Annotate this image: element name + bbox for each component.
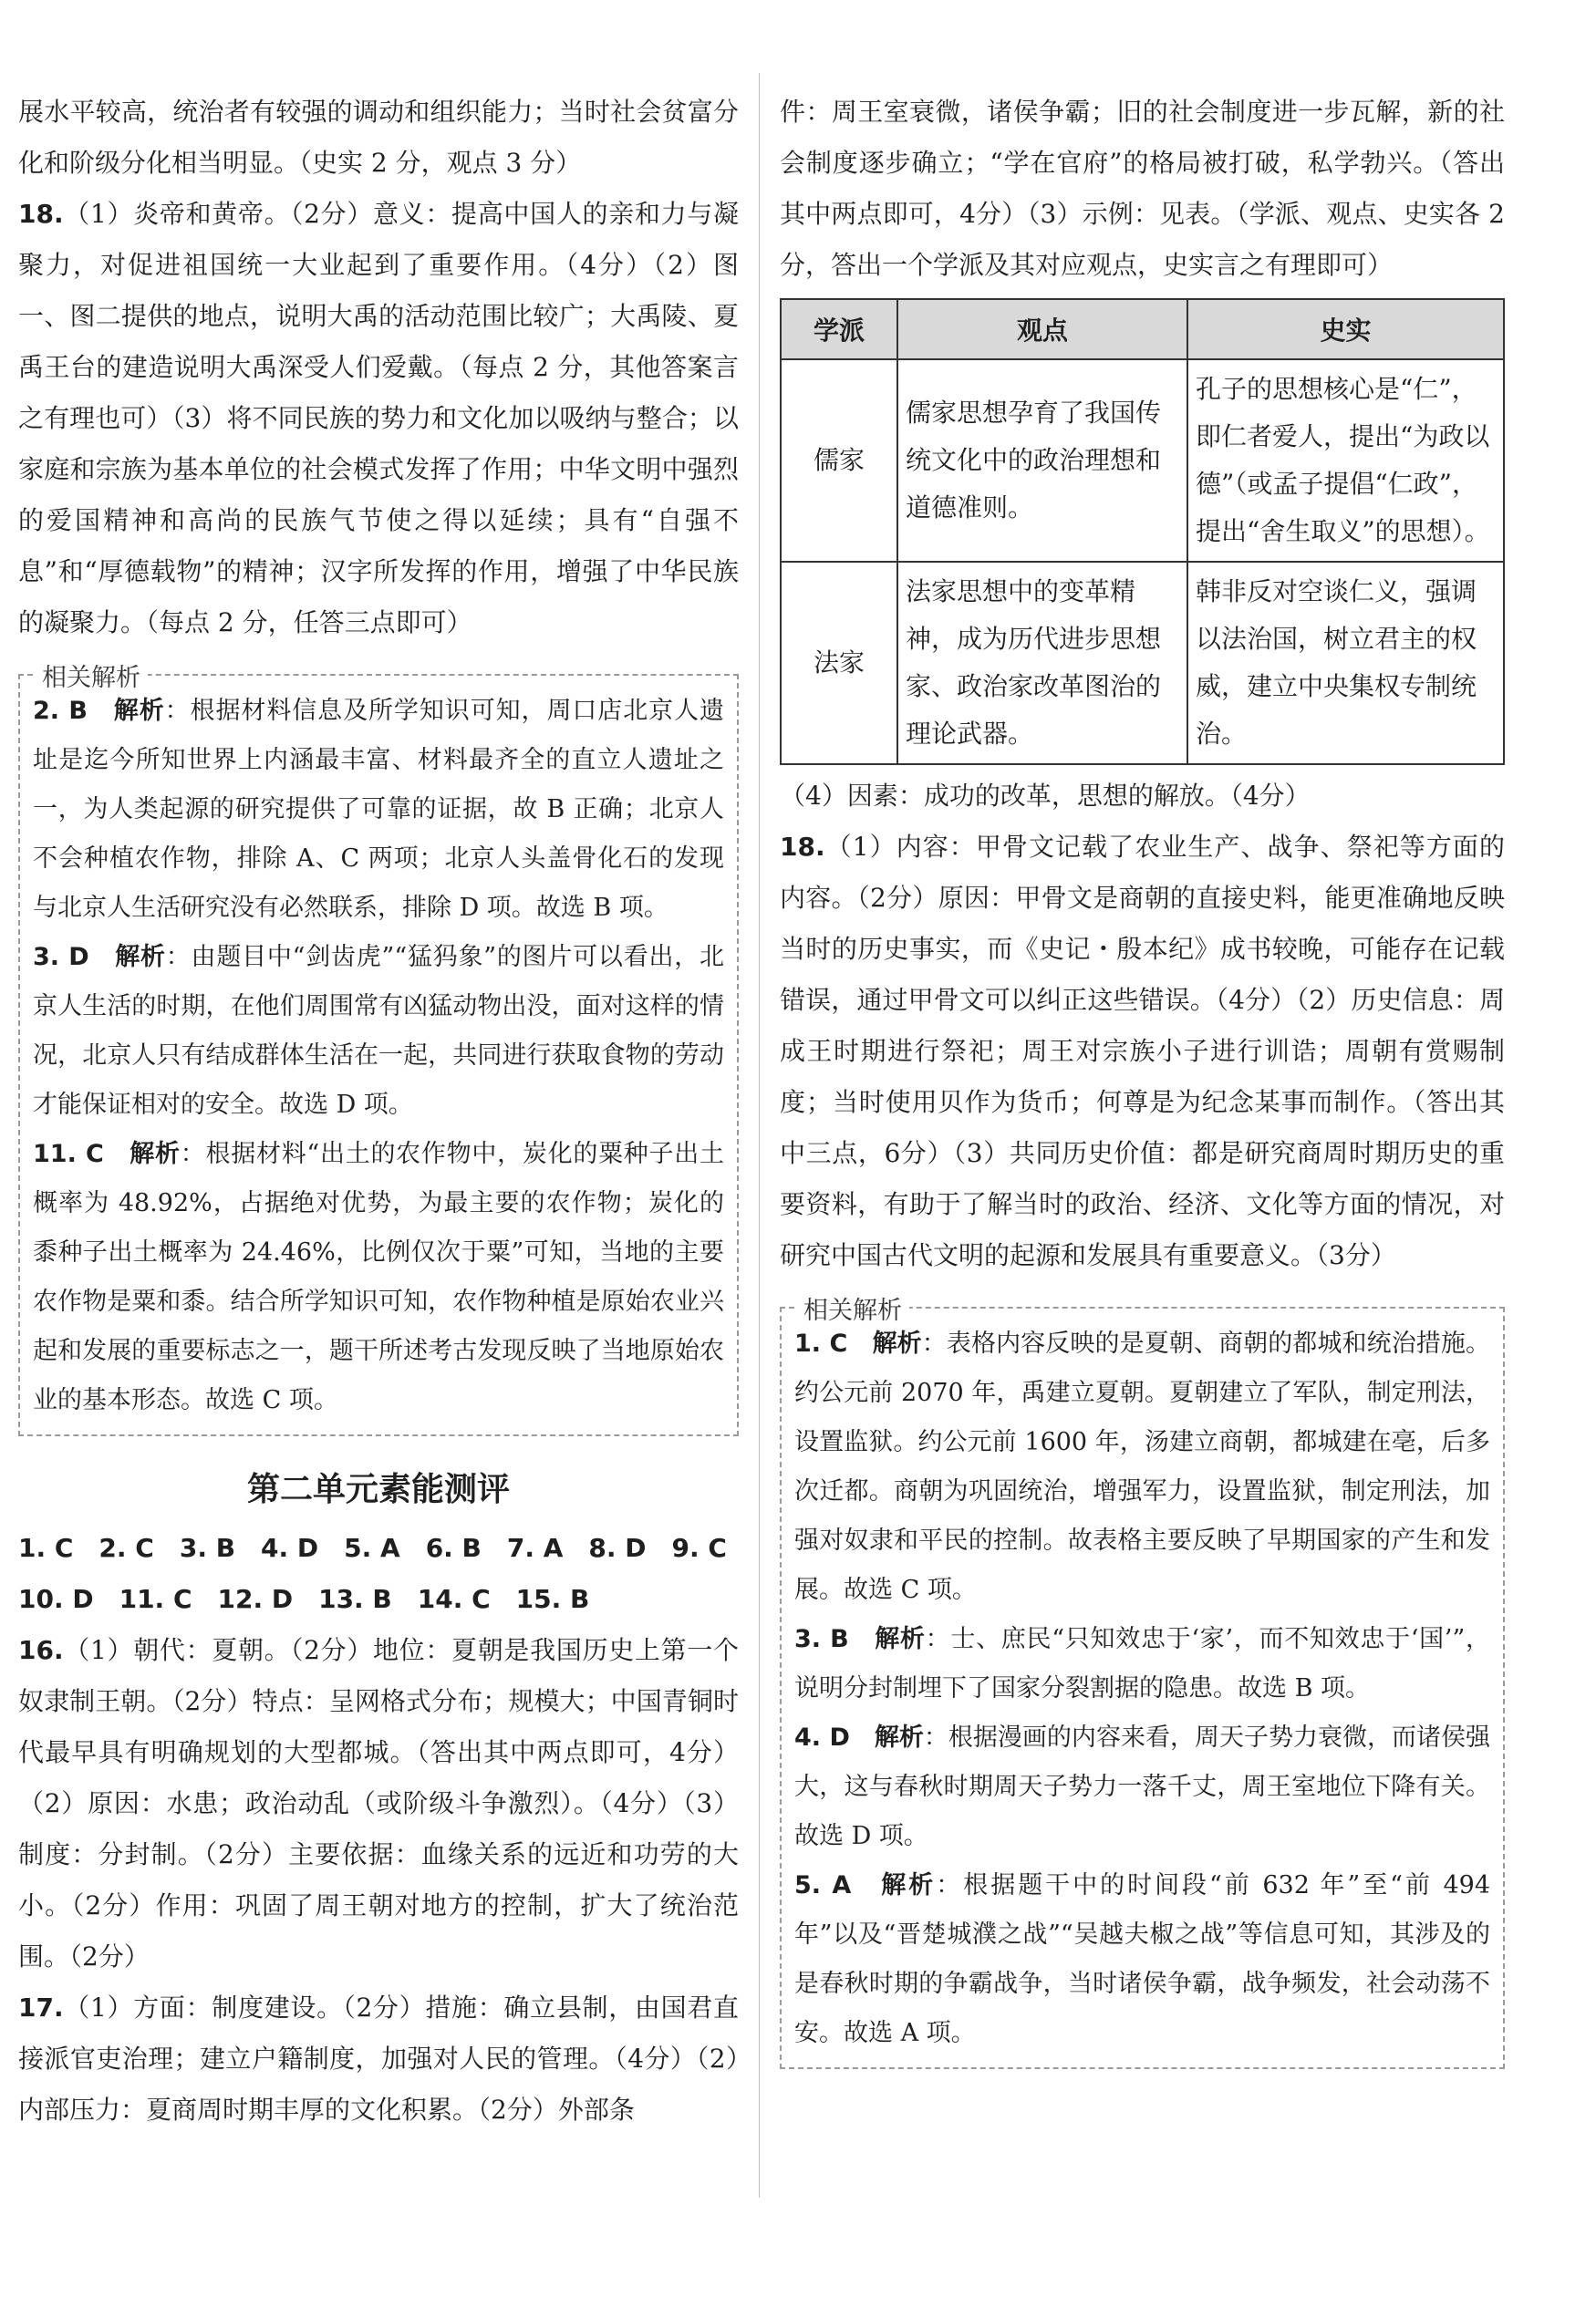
continued-answer: 件：周王室衰微，诸侯争霸；旧的社会制度进一步瓦解，新的社会制度逐步确立；“学在官府”的格局被打破，私学勃兴。（答出其中两点即可，4分）（3）示例：见表。（学派、观点、史实各 2 分，答出一个学派及其对应观点，史实言之有理即可） (780, 97, 1505, 280)
item-number: 11. C (33, 1140, 104, 1168)
answer-text: （1）炎帝和黄帝。（2分）意义：提高中国人的亲和力与凝聚力，对促进祖国统一大业起到了重要作用。（4分）（2）图一、图二提供的地点，说明大禹的活动范围比较广；大禹陵、夏禹王台的建造说明大禹深受人们爱戴。（每点 2 分，其他答案言之有理也可）（3）将不同民族的势力和文化加以吸纳与整合；以家庭和宗族为基本单位的社会模式发挥了作用；中华文明中强烈的爱国精神和高尚的民族气节使之得以延续；具有“自强不息”和“厚德载物”的精神；汉字所发挥的作用，增强了中华民族的凝聚力。（每点 2 分，任答三点即可） (18, 199, 739, 637)
item-text: ：根据材料信息及所学知识可知，周口店北京人遗址是迄今所知世界上内涵最丰富、材料最齐全的直立人遗址之一，为人类起源的研究提供了可靠的证据，故 B 正确；北京人不会种植农作物，排除 A、C 两项；北京人头盖骨化石的发现与北京人生活研究没有必然联系，排除 D 项。故选 B 项。 (33, 697, 724, 922)
answer-text: （1）朝代：夏朝。（2分）地位：夏朝是我国历史上第一个奴隶制王朝。（2分）特点：呈网格式分布；规模大；中国青铜时代最早具有明确规划的大型都城。（答出其中两点即可，4分）（2）原因：水患；政治动乱（或阶级斗争激烈）。（4分）（3）制度：分封制。（2分）主要依据：血缘关系的远近和功劳的大小。（2分）作用：巩固了周王朝对地方的控制，扩大了统治范围。（2分） (18, 1635, 739, 1972)
answer-16 (18, 1625, 739, 1982)
item-label: 解析 (874, 1724, 924, 1752)
analysis-box (18, 664, 739, 1436)
item-text: ：根据材料“出土的农作物中，炭化的粟种子出土概率为 48.92%，占据绝对优势，为最主要的农作物；炭化的黍种子出土概率为 24.46%，比例仅次于粟”可知，当地的主要农作物是粟和黍。结合所学知识可知，农作物种植是原始农业兴起和发展的重要标志之一，题干所述考古发现反映了当地原始农业的基本形态。故选 C 项。 (33, 1140, 725, 1414)
analysis-box-title: 相关解析 (35, 657, 148, 693)
table-cell-view: 儒家思想孕育了我国传统文化中的政治理想和道德准则。 (897, 359, 1187, 562)
analysis-item (794, 1320, 1490, 1615)
item-number: 3. D (33, 943, 89, 971)
schools-table (780, 298, 1505, 765)
table-cell-school: 儒家 (781, 359, 897, 562)
item-number: 4. D (794, 1724, 850, 1752)
question-number: 18. (18, 199, 64, 229)
table-row (781, 562, 1504, 764)
table-cell-school: 法家 (781, 562, 897, 764)
item-text: ：根据漫画的内容来看，周天子势力衰微，而诸侯强大，这与春秋时期周天子势力一落千丈，周王室地位下降有关。故选 D 项。 (794, 1724, 1491, 1850)
analysis-item (794, 1615, 1490, 1713)
item-number: 1. C (794, 1330, 848, 1358)
choice-answers-line-2: 10. D 11. C 12. D 13. B 14. C 15. B (18, 1584, 590, 1614)
table-cell-fact: 韩非反对空谈仁义，强调以法治国，树立君主的权威，建立中央集权专制统治。 (1187, 562, 1504, 764)
table-cell-view: 法家思想中的变革精神，成为历代进步思想家、政治家改革图治的理论武器。 (897, 562, 1187, 764)
analysis-item (794, 1713, 1490, 1861)
item-label: 解析 (130, 1140, 181, 1168)
item-text: ：由题目中“剑齿虎”“猛犸象”的图片可以看出，北京人生活的时期，在他们周围常有凶猛动物出没，面对这样的情况，北京人只有结成群体生活在一起，共同进行获取食物的劳动才能保证相对的安全。故选 D 项。 (33, 943, 725, 1119)
analysis-item (33, 687, 724, 933)
left-column (18, 87, 739, 2136)
item-label: 解析 (113, 697, 165, 725)
answer-part-4: （4）因素：成功的改革，思想的解放。（4分） (780, 781, 1311, 811)
item-number: 3. B (794, 1625, 849, 1653)
analysis-box (780, 1297, 1505, 2069)
item-label: 解析 (881, 1871, 937, 1899)
table-header: 观点 (897, 299, 1187, 359)
table-header: 学派 (781, 299, 897, 359)
item-text: ：根据题干中的时间段“前 632 年”至“前 494 年”以及“晋楚城濮之战”“吴越夫椒之战”等信息可知，其涉及的是春秋时期的争霸战争，当时诸侯争霸，战争频发，社会动荡不安。故选 A 项。 (794, 1871, 1491, 2047)
table-header-row (781, 299, 1504, 359)
analysis-item (33, 1130, 724, 1425)
item-number: 2. B (33, 697, 88, 725)
item-text: ：表格内容反映的是夏朝、商朝的都城和统治措施。约公元前 2070 年，禹建立夏朝。夏朝建立了军队，制定刑法，设置监狱。约公元前 1600 年，汤建立商朝，都城建在亳，后多次迁都。商朝为巩固统治，增强军力，设置监狱，制定刑法，加强对奴隶和平民的控制。故表格主要反映了早期国家的产生和发展。故选 C 项。 (794, 1330, 1491, 1604)
item-number: 5. A (794, 1871, 852, 1899)
question-number: 18. (780, 832, 825, 862)
table-row (781, 359, 1504, 562)
answer-text: （1）内容：甲骨文记载了农业生产、战争、祭祀等方面的内容。（2分）原因：甲骨文是商朝的直接史料，能更准确地反映当时的历史事实，而《史记・殷本纪》成书较晚，可能存在记载错误，通过甲骨文可以纠正这些错误。（4分）（2）历史信息：周成王时期进行祭祀；周王对宗族小子进行训诰；周朝有赏赐制度；当时使用贝作为货币；何尊是为纪念某事而制作。（答出其中三点，6分）（3）共同历史价值：都是研究商周时期历史的重要资料，有助于了解当时的政治、经济、文化等方面的情况，对研究中国古代文明的起源和发展具有重要意义。（3分） (780, 832, 1505, 1270)
question-number: 16. (18, 1635, 64, 1665)
item-text: ：士、庶民“只知效忠于‘家’，而不知效忠于‘国’”，说明分封制埋下了国家分裂割据的隐患。故选 B 项。 (794, 1625, 1490, 1703)
right-column (780, 87, 1505, 2069)
item-label: 解析 (872, 1330, 922, 1358)
answer-18 (18, 189, 739, 648)
analysis-box-title: 相关解析 (796, 1290, 909, 1326)
choice-answers-line-1: 1. C 2. C 3. B 4. D 5. A 6. B 7. A 8. D 9. C (18, 1533, 727, 1563)
analysis-item (33, 933, 724, 1130)
answer-text: （1）方面：制度建设。（2分）措施：确立县制，由国君直接派官吏治理；建立户籍制度，加强对人民的管理。（4分）（2）内部压力：夏商周时期丰厚的文化积累。（2分）外部条 (18, 1993, 739, 2125)
table-header: 史实 (1187, 299, 1504, 359)
column-divider (759, 73, 760, 2198)
answer-17 (18, 1982, 739, 2136)
table-cell-fact: 孔子的思想核心是“仁”，即仁者爱人，提出“为政以德”（或孟子提倡“仁政”，提出“舍生取义”的思想）。 (1187, 359, 1504, 562)
analysis-item (794, 1861, 1490, 2058)
item-label: 解析 (115, 943, 166, 971)
question-number: 17. (18, 1993, 64, 2023)
section-title: 第二单元素能测评 (246, 1471, 510, 1508)
continued-answer: 展水平较高，统治者有较强的调动和组织能力；当时社会贫富分化和阶级分化相当明显。（史实 2 分，观点 3 分） (18, 97, 739, 178)
item-label: 解析 (875, 1625, 926, 1653)
answer-18 (780, 822, 1505, 1281)
